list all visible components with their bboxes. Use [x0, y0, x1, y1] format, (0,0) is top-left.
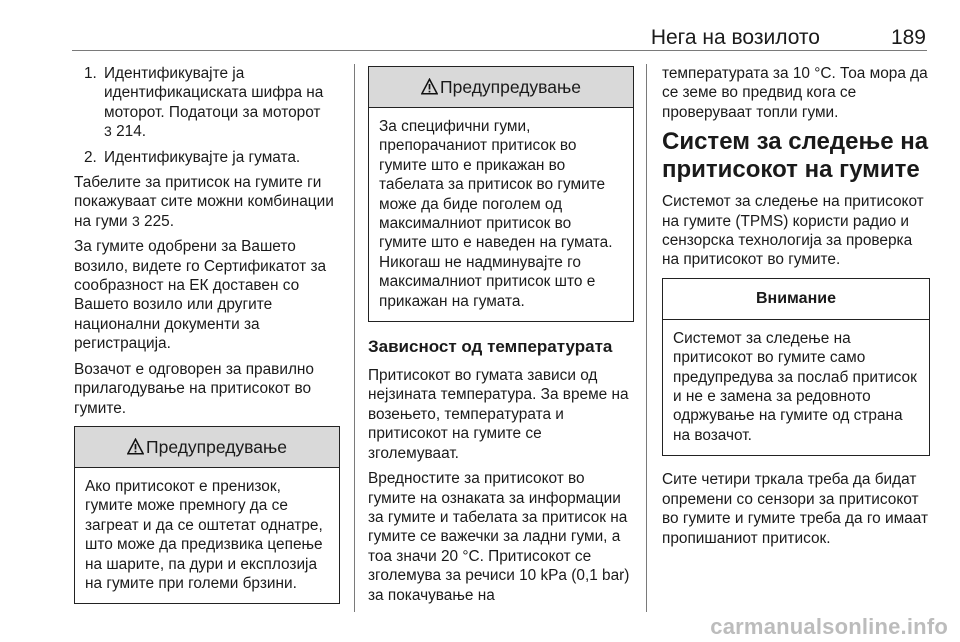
section-heading: Систем за следење на притисокот на гумите	[662, 128, 929, 184]
warning-triangle-icon	[127, 438, 144, 455]
paragraph-text: Табелите за притисок на гумите ги покажуваат сите можни комбинации на гуми	[74, 174, 334, 230]
paragraph: За гумите одобрени за Вашето возило, видете го Сертификатот за сообразност на ЕК доставен со Вашето возило или другите национални документи за регистрација.	[74, 238, 327, 353]
warning-title: Предупредување	[146, 436, 287, 457]
notice-body: Системот за следење на притисокот во гумите само предупредува за послаб притисок и не е замена за редовното одржување на гумите од страна на возачот.	[673, 329, 917, 444]
paragraph: Системот за следење на притисокот на гумите (TPMS) користи радио и сензорска технологија за проверка на притисокот во гумите.	[662, 193, 924, 269]
column-2	[368, 64, 634, 611]
warning-box	[368, 66, 634, 322]
list-text: Идентификувајте ја гумата.	[104, 148, 301, 166]
warning-body: Ако притисокот е пренизок, гумите може премногу да се загреат и да се оштетат однатре, што може да предизвика цепење на шарите, па дури и експлозија на гумите при големи брзини.	[85, 477, 323, 592]
notice-header: Внимание	[663, 279, 929, 320]
warning-body: За специфични гуми, препорачаниот притисок во гумите што е прикажан во табелата за притисок во гумите може да биде поголем од максималниот притисок во гумите што е наведен на гумата. Никогаш не надминувајте го максималниот притисок што е прикажан на гумата.	[379, 118, 613, 310]
paragraph: Вредностите за притисокот во гумите на ознаката за информации за гумите и табелата за притисок на гумите се важечки за ладни гуми, а тоа значи 20 °C. Притисокот се зголемува за речиси 10 kPa (0,1 bar) за покачување на	[368, 470, 630, 604]
list-number: 1.	[84, 65, 97, 82]
list-item	[74, 148, 340, 167]
warning-title: Предупредување	[440, 77, 581, 97]
page-number: 189	[890, 26, 926, 49]
list-number: 2.	[84, 148, 97, 166]
watermark	[0, 614, 960, 640]
page-ref-arrow-icon: 3	[131, 212, 140, 229]
column-divider-1	[354, 64, 355, 612]
warning-header	[369, 67, 633, 108]
header-rule	[72, 50, 927, 51]
paragraph	[74, 173, 340, 231]
page-ref-link[interactable]: 225.	[144, 212, 174, 230]
column-1	[74, 64, 340, 618]
warning-box	[74, 426, 340, 604]
paragraph: Притисокот во гумата зависи од нејзината температура. За време на возењето, температурата и притисокот на гумите се зголемуваат.	[368, 367, 629, 462]
notice-box	[662, 278, 930, 456]
watermark-text: carmanualsonline.info	[710, 614, 948, 639]
page-ref-arrow-icon: 3	[104, 123, 112, 140]
column-3	[662, 64, 930, 554]
column-divider-2	[646, 64, 647, 612]
warning-triangle-icon	[421, 78, 438, 95]
warning-header	[75, 427, 339, 468]
paragraph: Сите четири тркала треба да бидат опремени со сензори за притисокот во гумите и гумите треба да го имаат пропишаниот притисок.	[662, 471, 928, 547]
section-heading: Зависност од температурата	[368, 337, 613, 357]
page-ref-link[interactable]: 214.	[116, 123, 147, 141]
list-item	[74, 64, 340, 142]
page-header-title: Нега на возилото	[650, 26, 820, 49]
list-text: Идентификувајте ја идентификациската шифра на моторот. Податоци за моторот	[104, 65, 324, 121]
paragraph: температурата за 10 °C. Тоа мора да се земе во предвид кога се проверуваат топли гуми.	[662, 65, 928, 121]
paragraph: Возачот е одговорен за правилно прилагодување на притисокот во гумите.	[74, 360, 314, 417]
